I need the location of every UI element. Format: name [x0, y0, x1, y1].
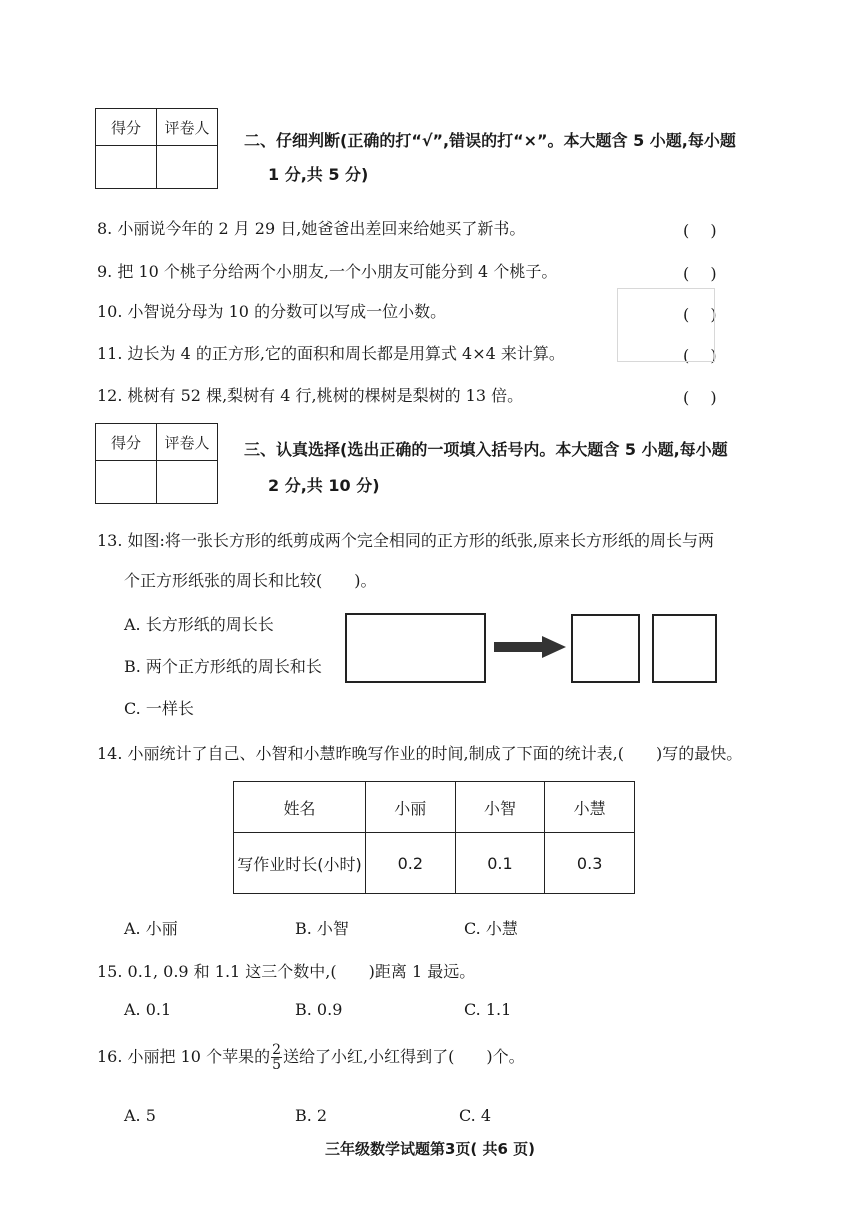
header-xiaoli: 小丽: [365, 782, 455, 833]
table-row: [234, 833, 635, 894]
table-header-row: [234, 782, 635, 833]
square-figure-1: [571, 614, 640, 683]
section3-heading-cont: 2 分,共 10 分): [268, 476, 380, 495]
section2-heading-cont: 1 分,共 5 分): [268, 165, 369, 184]
question-16: [97, 1043, 525, 1072]
value-xiaohui: 0.3: [545, 833, 635, 894]
score-label: 得分: [96, 109, 157, 146]
grader-label: 评卷人: [157, 424, 218, 461]
question-12: 12. 桃树有 52 棵,梨树有 4 行,桃树的棵树是梨树的 13 倍。: [97, 386, 524, 405]
grader-cell[interactable]: [157, 146, 218, 189]
homework-time-table: [233, 781, 635, 894]
q15-option-b[interactable]: B. 0.9: [295, 1000, 343, 1019]
square-figure-2: [652, 614, 717, 683]
answer-paren-12[interactable]: ( ): [683, 388, 717, 407]
answer-paren-11[interactable]: ( ): [683, 346, 717, 365]
answer-paren-8[interactable]: ( ): [683, 221, 717, 240]
q16-option-a[interactable]: A. 5: [124, 1106, 156, 1125]
score-label: 得分: [96, 424, 157, 461]
score-box-section2: [95, 108, 218, 189]
q15-option-c[interactable]: C. 1.1: [464, 1000, 512, 1019]
question-10: 10. 小智说分母为 10 的分数可以写成一位小数。: [97, 302, 447, 321]
section3-heading: 三、认真选择(选出正确的一项填入括号内。本大题含 5 小题,每小题: [244, 440, 728, 459]
question-15: 15. 0.1, 0.9 和 1.1 这三个数中,( )距离 1 最远。: [97, 962, 476, 981]
q13-option-b[interactable]: B. 两个正方形纸的周长和长: [124, 657, 322, 676]
score-box-section3: [95, 423, 218, 504]
header-xiaozhi: 小智: [455, 782, 545, 833]
question-11: 11. 边长为 4 的正方形,它的面积和周长都是用算式 4×4 来计算。: [97, 344, 565, 363]
header-xiaohui: 小慧: [545, 782, 635, 833]
q13-option-a[interactable]: A. 长方形纸的周长长: [124, 615, 274, 634]
value-xiaoli: 0.2: [365, 833, 455, 894]
scan-artifact: [617, 288, 715, 362]
q14-option-b[interactable]: B. 小智: [295, 919, 349, 938]
q16-text-before: 16. 小丽把 10 个苹果的: [97, 1047, 271, 1066]
q15-option-a[interactable]: A. 0.1: [124, 1000, 172, 1019]
right-arrow-icon: [494, 634, 566, 660]
question-13-cont: 个正方形纸张的周长和比较( )。: [124, 571, 377, 590]
fraction: [271, 1043, 282, 1072]
question-13: 13. 如图:将一张长方形的纸剪成两个完全相同的正方形的纸张,原来长方形纸的周长与两: [97, 531, 715, 550]
question-14: 14. 小丽统计了自己、小智和小慧昨晚写作业的时间,制成了下面的统计表,( )写的最快。: [97, 744, 743, 763]
score-cell[interactable]: [96, 461, 157, 504]
question-9: 9. 把 10 个桃子分给两个小朋友,一个小朋友可能分到 4 个桃子。: [97, 262, 558, 281]
value-xiaozhi: 0.1: [455, 833, 545, 894]
header-name: 姓名: [234, 782, 366, 833]
q14-option-c[interactable]: C. 小慧: [464, 919, 518, 938]
rectangle-figure: [345, 613, 486, 683]
q13-option-c[interactable]: C. 一样长: [124, 699, 194, 718]
row-label: 写作业时长(小时): [234, 833, 366, 894]
page-footer: 三年级数学试题第3页( 共6 页): [324, 1140, 536, 1158]
q16-option-c[interactable]: C. 4: [459, 1106, 492, 1125]
answer-paren-9[interactable]: ( ): [683, 264, 717, 283]
grader-label: 评卷人: [157, 109, 218, 146]
fraction-denominator: 5: [272, 1057, 281, 1073]
score-cell[interactable]: [96, 146, 157, 189]
question-8: 8. 小丽说今年的 2 月 29 日,她爸爸出差回来给她买了新书。: [97, 219, 526, 238]
grader-cell[interactable]: [157, 461, 218, 504]
fraction-numerator: 2: [272, 1042, 281, 1058]
q16-text-after: 送给了小红,小红得到了( )个。: [283, 1047, 525, 1066]
q14-option-a[interactable]: A. 小丽: [124, 919, 178, 938]
section2-heading: 二、仔细判断(正确的打“√”,错误的打“×”。本大题含 5 小题,每小题: [244, 131, 736, 150]
q16-option-b[interactable]: B. 2: [295, 1106, 328, 1125]
answer-paren-10[interactable]: ( ): [683, 305, 717, 324]
